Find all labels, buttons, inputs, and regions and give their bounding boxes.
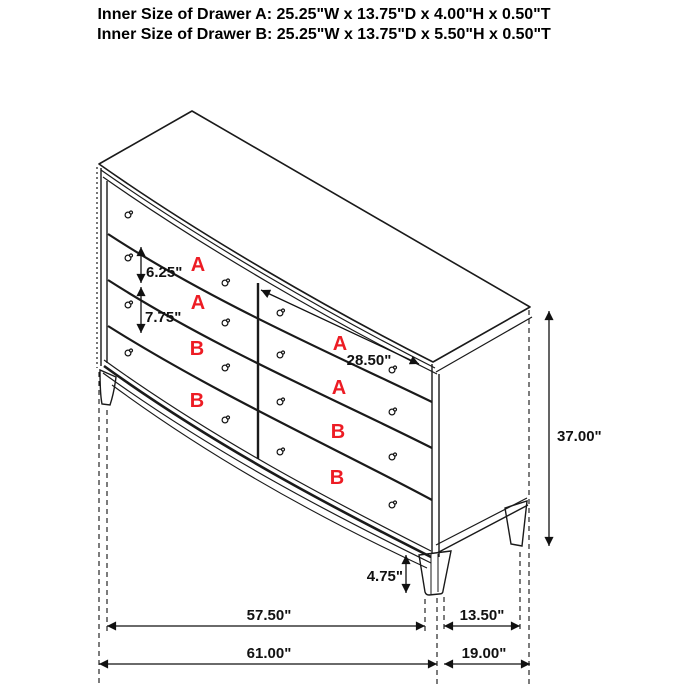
front-left-leg xyxy=(100,370,116,405)
dim-drawer-width: 28.50" xyxy=(346,352,392,369)
dim-top-depth: 13.50" xyxy=(459,607,505,624)
drawer-label: A xyxy=(190,254,206,276)
dim-overall-depth: 19.00" xyxy=(461,645,507,662)
dim-drawer-b-height: 7.75" xyxy=(145,309,182,326)
drawer-label: B xyxy=(329,467,345,489)
dim-overall-height: 37.00" xyxy=(557,428,602,445)
apron-bottom-edge xyxy=(112,385,427,568)
knob-icon xyxy=(125,301,132,308)
bottom-band-1 xyxy=(104,360,431,551)
knob-icon xyxy=(125,349,132,356)
side-bottom-edge-2 xyxy=(437,505,528,553)
knob-icon xyxy=(125,254,132,261)
drawer-label: A xyxy=(332,333,348,355)
knob-icon xyxy=(222,416,229,423)
knob-icon xyxy=(222,279,229,286)
knob-icon xyxy=(125,211,132,218)
extension-lines xyxy=(99,310,529,687)
drawer-label: A xyxy=(190,292,206,314)
knob-icon xyxy=(222,364,229,371)
drawer-label: B xyxy=(189,338,205,360)
dim-drawer-a-height: 6.25" xyxy=(146,264,183,281)
knob-icon xyxy=(277,448,284,455)
bottom-band-3 xyxy=(103,373,431,563)
knob-icon xyxy=(389,408,396,415)
drawer-label: A xyxy=(331,377,347,399)
knob-icon xyxy=(277,309,284,316)
knob-icon xyxy=(222,319,229,326)
top-right-edge-band xyxy=(436,317,532,372)
drawer-label: B xyxy=(330,421,346,443)
dresser-cabinet xyxy=(97,111,532,595)
knob-icon xyxy=(277,398,284,405)
inner-size-drawer-a: Inner Size of Drawer A: 25.25"W x 13.75"D x 4.00"H x 0.50"T xyxy=(97,6,551,23)
drawer-label: B xyxy=(189,390,205,412)
front-right-leg xyxy=(419,551,451,595)
knob-icon xyxy=(389,453,396,460)
dim-overall-width: 61.00" xyxy=(246,645,292,662)
knob-icon xyxy=(277,351,284,358)
knob-icon xyxy=(389,501,396,508)
inner-size-drawer-b: Inner Size of Drawer B: 25.25"W x 13.75"D x 5.50"H x 0.50"T xyxy=(97,26,551,43)
dim-case-width: 57.50" xyxy=(246,607,292,624)
dim-leg-height: 4.75" xyxy=(366,568,403,585)
